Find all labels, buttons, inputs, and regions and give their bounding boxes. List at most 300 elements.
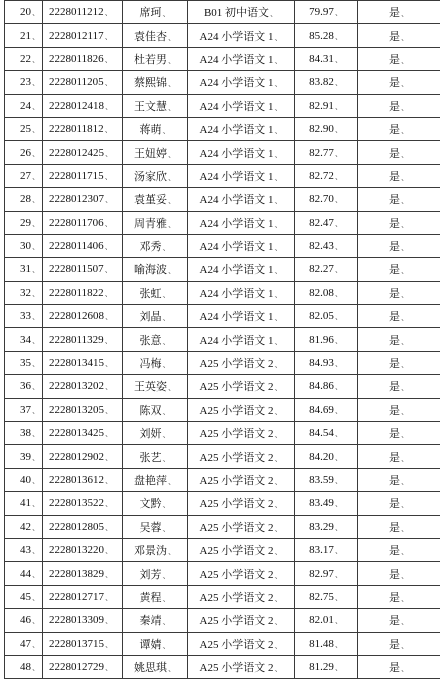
candidate-id-text: 2228013522 <box>49 497 104 510</box>
table-row <box>5 47 441 70</box>
subject-cell <box>188 375 295 398</box>
cell-end-mark: 、 <box>32 429 40 439</box>
cell-end-mark: 、 <box>32 78 40 88</box>
row-number-text: 26 <box>20 146 31 159</box>
candidate-name-text: 姚思琪 <box>134 662 167 675</box>
cell-end-mark: 、 <box>168 196 176 206</box>
cell-end-mark: 、 <box>274 79 283 89</box>
cell-end-mark: 、 <box>162 453 171 463</box>
candidate-name-cell <box>123 164 188 187</box>
subject-cell <box>188 351 295 374</box>
subject-text: A24 小学语文 1 <box>199 311 274 324</box>
candidate-id-cell <box>43 562 123 585</box>
qualified-cell <box>358 398 441 421</box>
table-row <box>5 375 441 398</box>
cell-end-mark: 、 <box>162 570 171 580</box>
candidate-name-text: 王妞婷 <box>134 147 167 160</box>
score-text: 83.29 <box>309 520 334 533</box>
cell-end-mark: 、 <box>168 547 176 557</box>
candidate-name-text: 汤家欣 <box>134 170 167 183</box>
subject-cell <box>188 24 295 47</box>
candidate-id-cell <box>43 117 123 140</box>
cell-end-mark: 、 <box>274 523 283 533</box>
cell-end-mark: 、 <box>274 266 283 276</box>
qualified-cell <box>358 538 441 561</box>
candidate-id-cell <box>43 375 123 398</box>
candidate-name-text: 蒋萌 <box>139 124 162 137</box>
score-cell <box>295 47 358 70</box>
cell-end-mark: 、 <box>168 79 176 89</box>
score-cell <box>295 1 358 24</box>
candidate-name-cell <box>123 117 188 140</box>
cell-end-mark: 、 <box>274 664 283 674</box>
cell-end-mark: 、 <box>274 313 283 323</box>
subject-text: A24 小学语文 1 <box>199 287 274 300</box>
candidate-id-cell <box>43 328 123 351</box>
qualified-cell <box>358 562 441 585</box>
cell-end-mark: 、 <box>334 78 343 88</box>
cell-end-mark: 、 <box>401 500 409 510</box>
score-cell <box>295 445 358 468</box>
cell-end-mark: 、 <box>270 9 279 19</box>
candidate-name-cell <box>123 375 188 398</box>
qualified-text: 是 <box>389 428 400 441</box>
candidate-id-cell <box>43 655 123 678</box>
score-text: 82.90 <box>309 123 334 136</box>
candidate-name-cell <box>123 445 188 468</box>
candidate-name-text: 陈双 <box>139 404 162 417</box>
candidate-id-text: 2228013415 <box>49 357 104 370</box>
cell-end-mark: 、 <box>162 430 171 440</box>
cell-end-mark: 、 <box>105 616 113 626</box>
table-row <box>5 445 441 468</box>
cell-end-mark: 、 <box>168 383 176 393</box>
cell-end-mark: 、 <box>274 243 283 253</box>
qualified-text: 是 <box>389 451 400 464</box>
qualified-cell <box>358 422 441 445</box>
qualified-cell <box>358 117 441 140</box>
subject-cell <box>188 47 295 70</box>
cell-end-mark: 、 <box>105 499 113 509</box>
cell-end-mark: 、 <box>334 54 343 64</box>
candidate-name-cell <box>123 24 188 47</box>
cell-end-mark: 、 <box>401 196 409 206</box>
table-row <box>5 585 441 608</box>
row-number-text: 44 <box>20 567 31 580</box>
candidate-id-cell <box>43 234 123 257</box>
cell-end-mark: 、 <box>162 617 171 627</box>
row-number-text: 33 <box>20 310 31 323</box>
candidate-id-text: 2228012902 <box>49 450 104 463</box>
cell-end-mark: 、 <box>334 335 343 345</box>
cell-end-mark: 、 <box>334 639 343 649</box>
subject-text: A24 小学语文 1 <box>199 147 274 160</box>
candidate-name-cell <box>123 538 188 561</box>
cell-end-mark: 、 <box>334 522 343 532</box>
row-number-cell <box>5 1 43 24</box>
row-number-text: 47 <box>20 637 31 650</box>
candidate-name-cell <box>123 585 188 608</box>
subject-cell <box>188 234 295 257</box>
cell-end-mark: 、 <box>274 32 283 42</box>
candidate-id-cell <box>43 609 123 632</box>
cell-end-mark: 、 <box>401 383 409 393</box>
table-row <box>5 234 441 257</box>
qualified-text: 是 <box>389 662 400 675</box>
candidate-name-text: 冯梅 <box>139 358 162 371</box>
cell-end-mark: 、 <box>274 640 283 650</box>
qualified-text: 是 <box>389 568 400 581</box>
cell-end-mark: 、 <box>105 663 113 673</box>
candidate-name-text: 刘芳 <box>139 568 162 581</box>
score-cell <box>295 234 358 257</box>
cell-end-mark: 、 <box>105 405 113 415</box>
subject-text: A24 小学语文 1 <box>199 124 274 137</box>
candidate-name-cell <box>123 305 188 328</box>
candidate-id-text: 2228011706 <box>49 216 104 229</box>
row-number-cell <box>5 468 43 491</box>
candidate-name-cell <box>123 281 188 304</box>
score-text: 83.49 <box>309 497 334 510</box>
table-row <box>5 141 441 164</box>
candidate-id-cell <box>43 515 123 538</box>
cell-end-mark: 、 <box>32 569 40 579</box>
qualified-cell <box>358 281 441 304</box>
cell-end-mark: 、 <box>32 148 40 158</box>
qualified-cell <box>358 655 441 678</box>
score-text: 84.93 <box>309 357 334 370</box>
qualified-text: 是 <box>389 615 400 628</box>
row-number-cell <box>5 258 43 281</box>
cell-end-mark: 、 <box>105 312 113 322</box>
table-row <box>5 1 441 24</box>
qualified-text: 是 <box>389 77 400 90</box>
cell-end-mark: 、 <box>104 31 113 41</box>
qualified-cell <box>358 305 441 328</box>
row-number-text: 45 <box>20 590 31 603</box>
row-number-text: 43 <box>20 544 31 557</box>
row-number-cell <box>5 609 43 632</box>
cell-end-mark: 、 <box>274 500 283 510</box>
row-number-cell <box>5 562 43 585</box>
qualified-cell <box>358 515 441 538</box>
subject-cell <box>188 445 295 468</box>
row-number-text: 39 <box>20 450 31 463</box>
cell-end-mark: 、 <box>32 639 40 649</box>
cell-end-mark: 、 <box>104 218 113 228</box>
cell-end-mark: 、 <box>274 360 283 370</box>
qualified-text: 是 <box>389 381 400 394</box>
score-text: 82.97 <box>309 567 334 580</box>
candidate-name-cell <box>123 47 188 70</box>
cell-end-mark: 、 <box>334 125 343 135</box>
cell-end-mark: 、 <box>105 592 113 602</box>
candidate-name-cell <box>123 515 188 538</box>
cell-end-mark: 、 <box>162 523 171 533</box>
score-text: 82.75 <box>309 590 334 603</box>
candidate-id-text: 2228012307 <box>49 193 104 206</box>
table-row <box>5 422 441 445</box>
candidate-name-text: 谭婧 <box>139 638 162 651</box>
candidate-id-cell <box>43 492 123 515</box>
row-number-text: 32 <box>20 286 31 299</box>
cell-end-mark: 、 <box>401 9 409 19</box>
candidate-name-text: 王英姿 <box>134 381 167 394</box>
qualified-cell <box>358 445 441 468</box>
cell-end-mark: 、 <box>162 593 171 603</box>
candidate-name-text: 刘晶 <box>139 311 162 324</box>
candidate-name-text: 席珂 <box>139 7 162 20</box>
candidate-id-text: 2228013309 <box>49 614 104 627</box>
score-text: 84.69 <box>309 403 334 416</box>
cell-end-mark: 、 <box>274 570 283 580</box>
subject-cell <box>188 117 295 140</box>
table-row <box>5 211 441 234</box>
cell-end-mark: 、 <box>162 313 171 323</box>
table-row <box>5 328 441 351</box>
subject-cell <box>188 141 295 164</box>
table-row <box>5 258 441 281</box>
score-cell <box>295 117 358 140</box>
cell-end-mark: 、 <box>401 219 409 229</box>
row-number-cell <box>5 492 43 515</box>
row-number-cell <box>5 515 43 538</box>
table-row <box>5 281 441 304</box>
qualified-cell <box>358 211 441 234</box>
subject-text: A25 小学语文 2 <box>199 475 274 487</box>
table-row <box>5 562 441 585</box>
score-text: 85.28 <box>309 29 334 42</box>
score-cell <box>295 398 358 421</box>
score-cell <box>295 468 358 491</box>
cell-end-mark: 、 <box>105 522 113 532</box>
row-number-text: 34 <box>20 333 31 346</box>
score-text: 82.08 <box>309 286 334 299</box>
row-number-cell <box>5 47 43 70</box>
row-number-cell <box>5 375 43 398</box>
score-cell <box>295 141 358 164</box>
qualified-text: 是 <box>389 358 400 371</box>
cell-end-mark: 、 <box>104 54 113 64</box>
cell-end-mark: 、 <box>274 172 283 182</box>
qualified-text: 是 <box>389 194 400 207</box>
cell-end-mark: 、 <box>168 219 176 229</box>
qualified-cell <box>358 375 441 398</box>
subject-text: A24 小学语文 1 <box>199 77 274 90</box>
subject-text: A25 小学语文 2 <box>199 381 274 394</box>
cell-end-mark: 、 <box>168 149 176 159</box>
row-number-text: 27 <box>20 169 31 182</box>
score-text: 82.01 <box>309 614 334 627</box>
qualified-text: 是 <box>389 147 400 160</box>
candidate-id-text: 2228011826 <box>49 52 104 65</box>
results-table-body <box>5 1 441 679</box>
candidate-name-text: 吴蓉 <box>139 521 162 534</box>
qualified-cell <box>358 609 441 632</box>
candidate-name-cell <box>123 94 188 117</box>
row-number-text: 25 <box>20 123 31 136</box>
subject-cell <box>188 281 295 304</box>
row-number-cell <box>5 655 43 678</box>
qualified-cell <box>358 258 441 281</box>
row-number-cell <box>5 585 43 608</box>
subject-text: A24 小学语文 1 <box>199 334 274 347</box>
cell-end-mark: 、 <box>168 102 176 112</box>
subject-text: A25 小学语文 2 <box>199 615 274 628</box>
row-number-cell <box>5 328 43 351</box>
cell-end-mark: 、 <box>32 522 40 532</box>
cell-end-mark: 、 <box>104 125 113 135</box>
row-number-cell <box>5 281 43 304</box>
score-text: 82.43 <box>309 240 334 253</box>
cell-end-mark: 、 <box>105 429 113 439</box>
score-text: 84.54 <box>309 427 334 440</box>
candidate-id-text: 2228012425 <box>49 146 104 159</box>
cell-end-mark: 、 <box>334 288 343 298</box>
qualified-cell <box>358 234 441 257</box>
cell-end-mark: 、 <box>105 639 113 649</box>
row-number-cell <box>5 188 43 211</box>
row-number-text: 40 <box>20 474 31 486</box>
subject-cell <box>188 188 295 211</box>
subject-text: A25 小学语文 2 <box>199 545 274 558</box>
candidate-name-text: 邓景沩 <box>134 545 167 558</box>
qualified-cell <box>358 585 441 608</box>
score-cell <box>295 328 358 351</box>
candidate-id-cell <box>43 164 123 187</box>
candidate-id-cell <box>43 94 123 117</box>
cell-end-mark: 、 <box>334 592 343 602</box>
candidate-id-cell <box>43 468 123 491</box>
subject-text: A24 小学语文 1 <box>199 170 274 183</box>
candidate-id-cell <box>43 24 123 47</box>
qualified-cell <box>358 1 441 24</box>
score-cell <box>295 609 358 632</box>
candidate-name-cell <box>123 632 188 655</box>
table-row <box>5 164 441 187</box>
cell-end-mark: 、 <box>274 102 283 112</box>
row-number-cell <box>5 211 43 234</box>
cell-end-mark: 、 <box>32 499 40 509</box>
cell-end-mark: 、 <box>334 218 343 228</box>
score-cell <box>295 422 358 445</box>
cell-end-mark: 、 <box>32 288 40 298</box>
candidate-id-cell <box>43 398 123 421</box>
subject-text: A24 小学语文 1 <box>199 100 274 113</box>
qualified-text: 是 <box>389 7 400 20</box>
cell-end-mark: 、 <box>401 640 409 650</box>
cell-end-mark: 、 <box>168 664 176 674</box>
cell-end-mark: 、 <box>104 335 113 345</box>
candidate-id-cell <box>43 538 123 561</box>
candidate-id-text: 2228012418 <box>49 99 104 112</box>
cell-end-mark: 、 <box>105 195 113 205</box>
candidate-name-cell <box>123 71 188 94</box>
candidate-name-text: 张虹 <box>139 287 162 300</box>
candidate-name-text: 文黔 <box>139 498 162 511</box>
row-number-cell <box>5 234 43 257</box>
score-text: 83.59 <box>309 474 334 486</box>
cell-end-mark: 、 <box>334 382 343 392</box>
score-cell <box>295 515 358 538</box>
candidate-name-cell <box>123 188 188 211</box>
candidate-id-cell <box>43 258 123 281</box>
candidate-id-text: 2228012608 <box>49 310 104 323</box>
cell-end-mark: 、 <box>105 569 113 579</box>
table-row <box>5 24 441 47</box>
subject-cell <box>188 164 295 187</box>
qualified-cell <box>358 71 441 94</box>
candidate-name-cell <box>123 562 188 585</box>
cell-end-mark: 、 <box>401 266 409 276</box>
candidate-name-text: 喻海波 <box>134 264 167 277</box>
score-cell <box>295 562 358 585</box>
candidate-id-cell <box>43 585 123 608</box>
cell-end-mark: 、 <box>334 405 343 415</box>
row-number-text: 38 <box>20 427 31 440</box>
row-number-text: 23 <box>20 76 31 89</box>
row-number-text: 24 <box>20 99 31 112</box>
score-text: 82.70 <box>309 193 334 206</box>
row-number-text: 41 <box>20 497 31 510</box>
cell-end-mark: 、 <box>274 126 283 136</box>
cell-end-mark: 、 <box>401 55 409 65</box>
candidate-id-text: 2228011205 <box>49 76 104 89</box>
score-cell <box>295 281 358 304</box>
row-number-cell <box>5 24 43 47</box>
cell-end-mark: 、 <box>162 500 171 510</box>
cell-end-mark: 、 <box>104 288 113 298</box>
cell-end-mark: 、 <box>32 405 40 415</box>
cell-end-mark: 、 <box>274 289 283 299</box>
table-row <box>5 94 441 117</box>
qualified-cell <box>358 24 441 47</box>
candidate-name-cell <box>123 492 188 515</box>
candidate-id-text: 2228012729 <box>49 661 104 674</box>
table-row <box>5 632 441 655</box>
row-number-cell <box>5 422 43 445</box>
cell-end-mark: 、 <box>105 546 113 556</box>
qualified-text: 是 <box>389 334 400 347</box>
qualified-text: 是 <box>389 100 400 113</box>
score-text: 84.86 <box>309 380 334 393</box>
cell-end-mark: 、 <box>401 126 409 136</box>
cell-end-mark: 、 <box>104 265 113 275</box>
score-text: 83.82 <box>309 76 334 89</box>
row-number-cell <box>5 164 43 187</box>
qualified-text: 是 <box>389 241 400 254</box>
candidate-name-cell <box>123 258 188 281</box>
subject-text: A24 小学语文 1 <box>199 241 274 254</box>
score-text: 82.27 <box>309 263 334 276</box>
cell-end-mark: 、 <box>104 78 113 88</box>
qualified-text: 是 <box>389 498 400 511</box>
cell-end-mark: 、 <box>32 125 40 135</box>
cell-end-mark: 、 <box>274 593 283 603</box>
score-text: 81.48 <box>309 637 334 650</box>
subject-text: A25 小学语文 2 <box>199 428 274 441</box>
subject-text: A24 小学语文 1 <box>199 217 274 230</box>
qualified-cell <box>358 351 441 374</box>
candidate-name-text: 周青雅 <box>134 217 167 230</box>
row-number-text: 29 <box>20 216 31 229</box>
candidate-id-text: 2228011507 <box>49 263 104 276</box>
cell-end-mark: 、 <box>334 195 343 205</box>
cell-end-mark: 、 <box>401 149 409 159</box>
cell-end-mark: 、 <box>334 546 343 556</box>
score-text: 81.96 <box>309 333 334 346</box>
row-number-cell <box>5 538 43 561</box>
